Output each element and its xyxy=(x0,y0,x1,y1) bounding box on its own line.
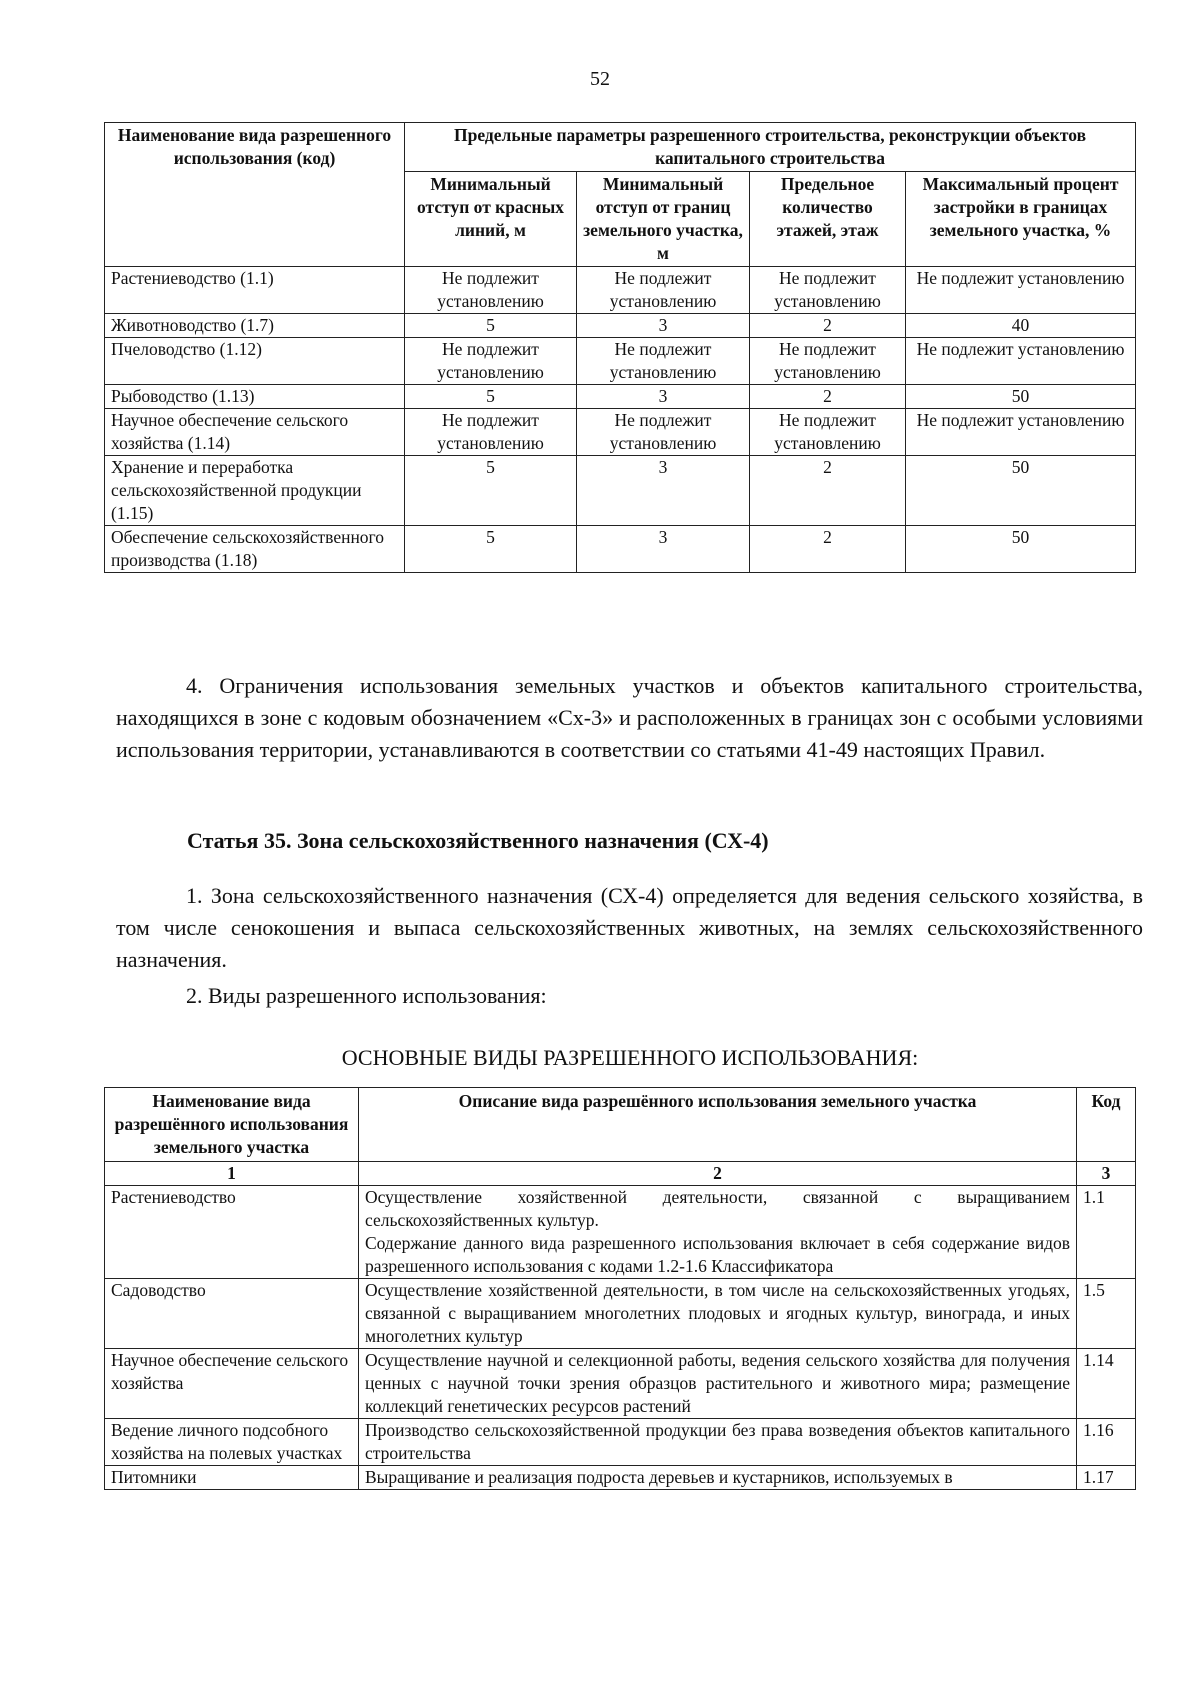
paragraph-1-zone-definition: 1. Зона сельскохозяйственного назначения (СХ-4) определяется для ведения сельского хозяйства, в том числе сенокошения и выпаса сельскохозяйственных животных, на землях сельскохозяйственного назначения. xyxy=(116,883,1143,972)
header-use-code: Код xyxy=(1077,1088,1136,1162)
table-row xyxy=(105,267,1136,314)
use-code: 1.1 xyxy=(1077,1186,1136,1279)
header-parameters-group: Предельные параметры разрешенного строительства, реконструкции объектов капитального строительства xyxy=(405,123,1136,172)
table-row xyxy=(105,1466,1136,1490)
cell-value: 3 xyxy=(577,385,750,409)
column-number: 3 xyxy=(1077,1162,1136,1186)
row-name: Научное обеспечение сельского хозяйства (1.14) xyxy=(105,409,405,456)
use-description: Осуществление хозяйственной деятельности, в том числе на сельскохозяйственных угодьях, связанной с выращиванием многолетних плодовых и ягодных культур, винограда, и иных многолетних культур xyxy=(359,1279,1077,1349)
table-row xyxy=(105,1349,1136,1419)
cell-value: Не подлежит установлению xyxy=(577,267,750,314)
cell-value: 40 xyxy=(906,314,1136,338)
cell-value: Не подлежит установлению xyxy=(906,267,1136,314)
table-row xyxy=(105,1279,1136,1349)
row-name: Рыбоводство (1.13) xyxy=(105,385,405,409)
cell-value: Не подлежит установлению xyxy=(750,267,906,314)
column-numbering-row xyxy=(105,1162,1136,1186)
paragraph-2-permitted-uses: 2. Виды разрешенного использования: xyxy=(186,983,547,1008)
use-description: Осуществление научной и селекционной работы, ведения сельского хозяйства для получения ценных с научной точки зрения образцов растительного и животного мира; размещение коллекций генетических ресурсов растений xyxy=(359,1349,1077,1419)
cell-value: 3 xyxy=(577,526,750,573)
table-header-row xyxy=(105,1088,1136,1162)
use-code: 1.16 xyxy=(1077,1419,1136,1466)
cell-value: 50 xyxy=(906,526,1136,573)
table-row xyxy=(105,314,1136,338)
header-min-setback-red-lines: Минимальный отступ от красных линий, м xyxy=(405,172,577,267)
use-code: 1.14 xyxy=(1077,1349,1136,1419)
cell-value: Не подлежит установлению xyxy=(405,338,577,385)
table-row xyxy=(105,338,1136,385)
row-name: Пчеловодство (1.12) xyxy=(105,338,405,385)
cell-value: 5 xyxy=(405,385,577,409)
cell-value: 5 xyxy=(405,456,577,526)
use-name: Садоводство xyxy=(105,1279,359,1349)
row-name: Животноводство (1.7) xyxy=(105,314,405,338)
table-row xyxy=(105,526,1136,573)
use-description-part: Содержание данного вида разрешенного использования включает в себя содержание видов разрешенного использования с кодами 1.2-1.6 Классификатора xyxy=(365,1233,1070,1276)
header-use-name: Наименование вида разрешённого использования земельного участка xyxy=(105,1088,359,1162)
cell-value: Не подлежит установлению xyxy=(405,267,577,314)
column-number: 2 xyxy=(359,1162,1077,1186)
cell-value: Не подлежит установлению xyxy=(577,338,750,385)
row-name: Растениеводство (1.1) xyxy=(105,267,405,314)
use-code: 1.17 xyxy=(1077,1466,1136,1490)
main-permitted-uses-table xyxy=(104,1087,1136,1490)
row-name: Хранение и переработка сельскохозяйственной продукции (1.15) xyxy=(105,456,405,526)
main-types-title: ОСНОВНЫЕ ВИДЫ РАЗРЕШЕННОГО ИСПОЛЬЗОВАНИЯ: xyxy=(341,1045,919,1070)
cell-value: 50 xyxy=(906,456,1136,526)
cell-value: 3 xyxy=(577,314,750,338)
table-row xyxy=(105,385,1136,409)
column-number: 1 xyxy=(105,1162,359,1186)
table-row xyxy=(105,1186,1136,1279)
cell-value: 2 xyxy=(750,314,906,338)
paragraph-4-restrictions: 4. Ограничения использования земельных участков и объектов капитального строительства, находящихся в зоне с кодовым обозначением «Сх-3» и расположенных в границах зон с особыми условиями использования территории, устанавливаются в соответствии со статьями 41-49 настоящих Правил. xyxy=(116,673,1143,762)
cell-value: 2 xyxy=(750,456,906,526)
cell-value: Не подлежит установлению xyxy=(906,338,1136,385)
use-description-part: Осуществление хозяйственной деятельности, связанной с выращиванием сельскохозяйственных культур. xyxy=(365,1187,1070,1230)
table-row xyxy=(105,1419,1136,1466)
header-use-description: Описание вида разрешённого использования земельного участка xyxy=(359,1088,1077,1162)
cell-value: Не подлежит установлению xyxy=(906,409,1136,456)
use-name: Растениеводство xyxy=(105,1186,359,1279)
use-description xyxy=(359,1186,1077,1279)
use-name: Ведение личного подсобного хозяйства на полевых участках xyxy=(105,1419,359,1466)
header-name-col: Наименование вида разрешенного использования (код) xyxy=(105,123,405,267)
use-code: 1.5 xyxy=(1077,1279,1136,1349)
table-row xyxy=(105,409,1136,456)
cell-value: 5 xyxy=(405,314,577,338)
cell-value: Не подлежит установлению xyxy=(750,409,906,456)
cell-value: 3 xyxy=(577,456,750,526)
cell-value: 2 xyxy=(750,385,906,409)
cell-value: 50 xyxy=(906,385,1136,409)
table-row xyxy=(105,456,1136,526)
header-max-floors: Предельное количество этажей, этаж xyxy=(750,172,906,267)
building-parameters-table xyxy=(104,122,1136,573)
cell-value: Не подлежит установлению xyxy=(405,409,577,456)
use-name: Научное обеспечение сельского хозяйства xyxy=(105,1349,359,1419)
cell-value: 5 xyxy=(405,526,577,573)
cell-value: 2 xyxy=(750,526,906,573)
table-header-row xyxy=(105,123,1136,172)
use-description: Выращивание и реализация подроста деревьев и кустарников, используемых в xyxy=(359,1466,1077,1490)
cell-value: Не подлежит установлению xyxy=(577,409,750,456)
page-number: 52 xyxy=(590,68,610,90)
header-min-setback-boundaries: Минимальный отступ от границ земельного участка, м xyxy=(577,172,750,267)
cell-value: Не подлежит установлению xyxy=(750,338,906,385)
header-max-coverage: Максимальный процент застройки в границах земельного участка, % xyxy=(906,172,1136,267)
use-name: Питомники xyxy=(105,1466,359,1490)
use-description: Производство сельскохозяйственной продукции без права возведения объектов капитального строительства xyxy=(359,1419,1077,1466)
row-name: Обеспечение сельскохозяйственного производства (1.18) xyxy=(105,526,405,573)
article-heading: Статья 35. Зона сельскохозяйственного назначения (СХ-4) xyxy=(187,828,769,853)
